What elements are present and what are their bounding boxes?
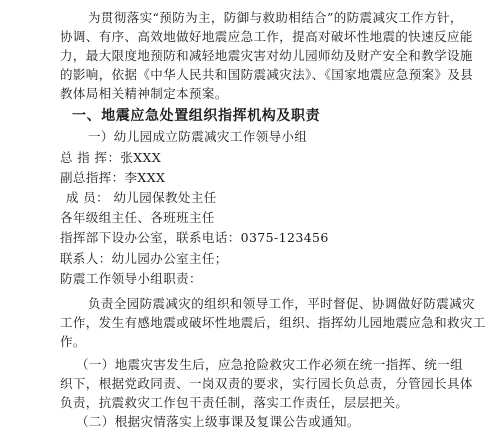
office-contact-line: 指挥部下设办公室，联系电话：0375-123456 <box>60 230 329 245</box>
item1-line-1: （一）地震灾害发生后，应急抢险救灾工作必须在统一指挥、统一组 <box>76 357 464 372</box>
intro-line-5: 教体局相关精神制定本预案。 <box>60 86 228 101</box>
intro-line-4: 的影响，依据《中华人民共和国防震减灾法》、《国家地震应急预案》及县 <box>60 67 474 82</box>
leadership-subtitle: 一）幼儿园成立防震减灾工作领导小组 <box>88 129 308 144</box>
duties-line-3: 作。 <box>60 334 86 349</box>
deputy-line: 副总指挥：李XXX <box>60 170 166 185</box>
commander-line: 总 指 挥：张XXX <box>60 150 162 165</box>
members-line: 成 员： 幼儿园保教处主任 <box>66 190 217 205</box>
item1-line-3: 负责，抗震救灾工作包干责任制，落实工作责任，层层把关。 <box>60 395 409 410</box>
item1-line-2: 织下，根据党政同责、一岗双责的要求，实行园长负总责，分管园长具体 <box>60 376 473 391</box>
item2-line: （二）根据灾情落实上级事课及复课公告或通知。 <box>76 414 360 429</box>
intro-line-2: 协调、有序、高效地做好地震应急工作，提高对破坏性地震的快速反应能 <box>60 29 473 44</box>
contact-person-line: 联系人：幼儿园办公室主任； <box>60 251 228 266</box>
intro-line-3: 力，最大限度地预防和减轻地震灾害对幼儿园师幼及财产安全和教学设施 <box>60 48 473 63</box>
members-continued-line: 各年级组主任、各班班主任 <box>60 210 215 225</box>
section-heading: 一、地震应急处置组织指挥机构及职责 <box>72 108 321 124</box>
duties-title: 防震工作领导小组职责： <box>60 271 202 286</box>
duties-line-2: 工作，发生有感地震或破坏性地震后，组织、指挥幼儿园地震应急和救灾工 <box>60 315 486 330</box>
duties-line-1: 负责全园防震减灾的组织和领导工作，平时督促、协调做好防震减灾 <box>88 296 476 311</box>
intro-line-1: 为贯彻落实“预防为主，防御与救助相结合”的防震减灾工作方针， <box>88 10 463 25</box>
